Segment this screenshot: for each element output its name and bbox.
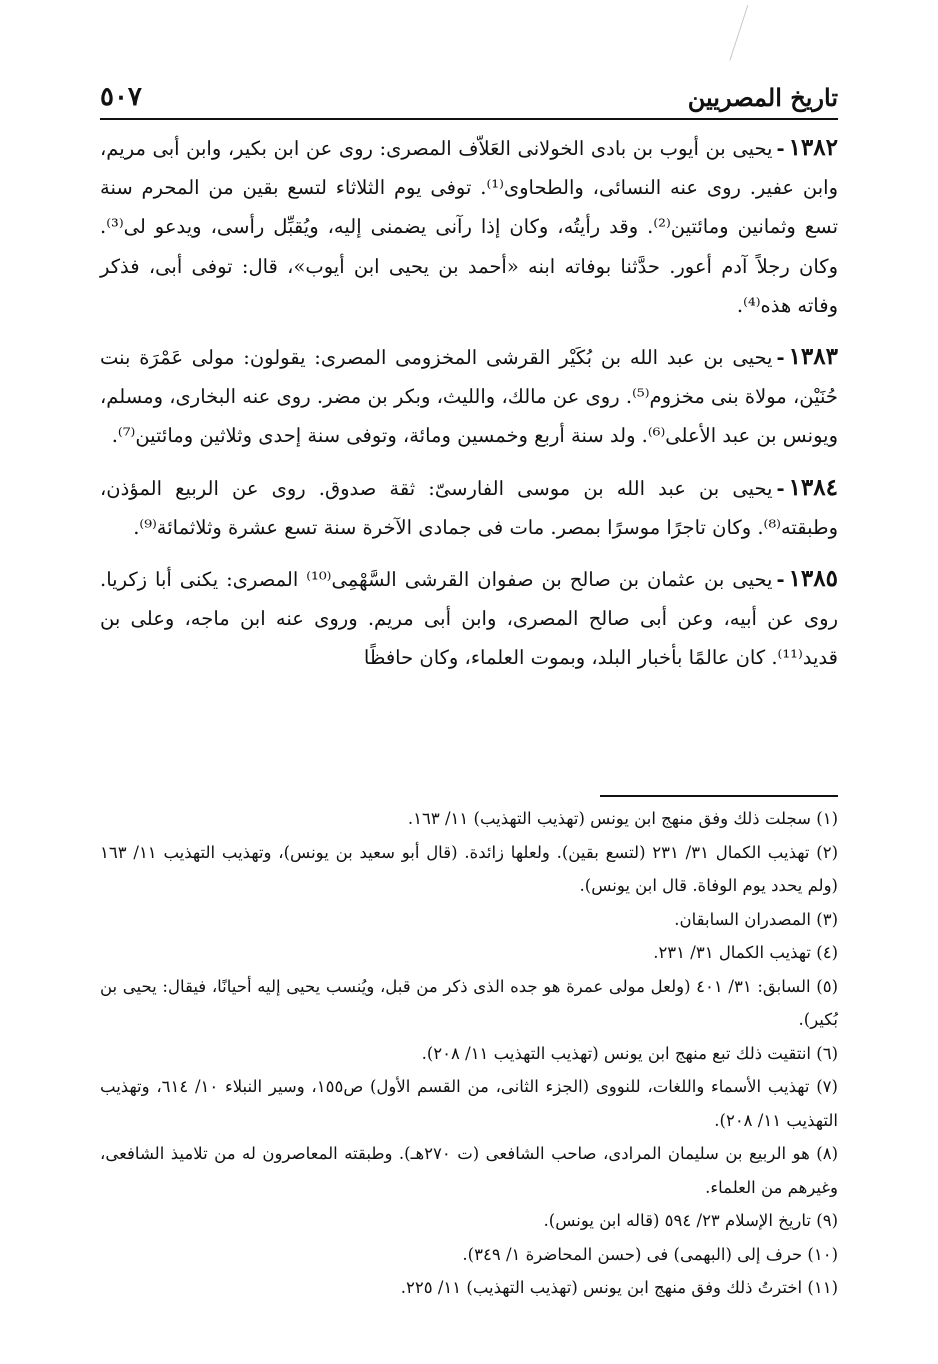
footnote bbox=[100, 1037, 838, 1071]
footnotes-list bbox=[100, 802, 838, 1305]
entry-1384 bbox=[100, 468, 838, 547]
footnote-text: السابق: ٣١/ ٤٠١ (ولعل مولى عمرة هو جده الذى ذكر من قبل، ويُنسب يحيى إليه أحيانًا، فيقال: يحيى بن بُكير). bbox=[100, 976, 838, 1029]
footnote-number: (٦) bbox=[816, 1043, 838, 1063]
entry-number: ١٣٨٢ bbox=[788, 134, 838, 161]
entry-dash: - bbox=[776, 346, 785, 370]
footnote-number: (٧) bbox=[816, 1077, 838, 1096]
footnote-number: (٨) bbox=[816, 1144, 839, 1163]
entry-text: يحيى بن أيوب بن بادى الخولانى العَلاّف المصرى: روى عن ابن بكير، وابن أبى مريم، وابن عفير. روى عنه النسائى، والطحاوى⁽¹⁾. توفى يوم الثلاثاء لتسع بقين من المحرم سنة تسع وثمانين ومائتين⁽²⁾. وقد رأيتُه، وكان إذا رآنى يضمنى إليه، ويُقبِّل رأسى، ويدعو لى⁽³⁾. وكان رجلاً آدم أعور. حدَّثنا بوفاته ابنه «أحمد بن يحيى ابن أيوب»، قال: توفى أبى، فذكر وفاته هذه⁽⁴⁾. bbox=[100, 137, 838, 317]
footnote-number: (٥) bbox=[816, 976, 838, 996]
entry-dash: - bbox=[776, 568, 785, 592]
footnote bbox=[100, 1070, 838, 1137]
footnote-number: (١١) bbox=[807, 1278, 838, 1297]
footnote bbox=[100, 970, 838, 1037]
footnote-text: اخترتُ ذلك وفق منهج ابن يونس (تهذيب التهذيب) ١١/ ٢٢٥. bbox=[400, 1278, 803, 1297]
entry-text: يحيى بن عبد الله بن بُكَيْر القرشى المخزومى المصرى: يقولون: مولى عَمْرَة بنت حُنَيْن، مولاة بنى مخزوم⁽⁵⁾. روى عن مالك، والليث، وبكر بن مضر. روى عنه البخارى، ومسلم، ويونس بن عبد الأعلى⁽⁶⁾. ولد سنة أربع وخمسين ومائة، وتوفى سنة إحدى وثلاثين ومائتين⁽⁷⁾. bbox=[100, 346, 838, 448]
entry-1385 bbox=[100, 559, 838, 678]
footnote-text: تاريخ الإسلام ٢٣/ ٥٩٤ (قاله ابن يونس). bbox=[543, 1211, 811, 1230]
footnote-number: (١٠) bbox=[807, 1244, 838, 1264]
footnote-number: (٤) bbox=[816, 943, 838, 962]
scan-artifact bbox=[729, 5, 761, 65]
footnote bbox=[100, 1238, 838, 1272]
footnote bbox=[100, 802, 838, 836]
footnote bbox=[100, 836, 838, 903]
footnote bbox=[100, 936, 838, 970]
biographical-entries bbox=[100, 128, 838, 690]
footnote bbox=[100, 1137, 838, 1204]
footnote-text: هو الربيع بن سليمان المرادى، صاحب الشافعى (ت ٢٧٠هـ). وطبقته المعاصرون له من تلاميذ الشافعى، وغيرهم من العلماء. bbox=[100, 1144, 838, 1197]
book-title: تاريخ المصريين bbox=[687, 83, 838, 112]
entry-text: يحيى بن عثمان بن صالح بن صفوان القرشى السَّهْمِى⁽¹⁰⁾ المصرى: يكنى أبا زكريا. روى عن أبيه، وعن أبى صالح المصرى، وابن أبى مريم. وروى عنه ابن ماجه، وعلى بن قديد⁽¹¹⁾. كان عالمًا بأخبار البلد، وبموت العلماء، وكان حافظًا bbox=[100, 568, 838, 670]
footnote bbox=[100, 1204, 838, 1238]
footnote-text: انتقيت ذلك تبع منهج ابن يونس (تهذيب التهذيب ١١/ ٢٠٨). bbox=[421, 1043, 811, 1063]
running-header bbox=[100, 84, 838, 120]
entry-1383 bbox=[100, 337, 838, 456]
entry-dash: - bbox=[776, 137, 785, 160]
entry-dash: - bbox=[776, 476, 785, 500]
entry-number: ١٣٨٤ bbox=[788, 473, 838, 501]
entry-number: ١٣٨٣ bbox=[788, 343, 838, 371]
footnote-number: (٢) bbox=[816, 842, 838, 862]
footnote-text: تهذيب الكمال ٣١/ ٢٣١ (لتسع بقين). ولعلها زائدة. (قال أبو سعيد بن يونس)، وتهذيب التهذيب ١١/ ١٦٣ (ولم يحدد يوم الوفاة. قال ابن يونس). bbox=[100, 842, 838, 895]
footnote-text: سجلت ذلك وفق منهج ابن يونس (تهذيب التهذيب) ١١/ ١٦٣. bbox=[407, 809, 811, 828]
entry-number: ١٣٨٥ bbox=[788, 565, 838, 593]
footnote-number: (٩) bbox=[816, 1211, 838, 1230]
footnote-text: حرف إلى (البهمى) فى (حسن المحاضرة ١/ ٣٤٩). bbox=[462, 1244, 803, 1264]
entry-1382 bbox=[100, 128, 838, 325]
footnote-number: (٣) bbox=[816, 909, 838, 929]
entry-text: يحيى بن عبد الله بن موسى الفارسىّ: ثقة صدوق. روى عن الربيع المؤذن، وطبقته⁽⁸⁾. وكان تاجرًا موسرًا بمصر. مات فى جمادى الآخرة سنة تسع عشرة وثلاثمائة⁽⁹⁾. bbox=[100, 476, 838, 539]
footnote-text: تهذيب الأسماء واللغات، للنووى (الجزء الثانى، من القسم الأول) ص١٥٥، وسير النبلاء ١٠/ ٦١٤، وتهذيب التهذيب ١١/ ٢٠٨). bbox=[100, 1077, 838, 1130]
footnote-separator bbox=[600, 795, 838, 797]
footnote-text: المصدران السابقان. bbox=[674, 909, 811, 929]
footnote bbox=[100, 903, 838, 937]
footnote-text: تهذيب الكمال ٣١/ ٢٣١. bbox=[653, 943, 811, 962]
page-number: ٥٠٧ bbox=[100, 82, 142, 112]
footnote-number: (١) bbox=[816, 809, 838, 828]
footnote bbox=[100, 1271, 838, 1305]
